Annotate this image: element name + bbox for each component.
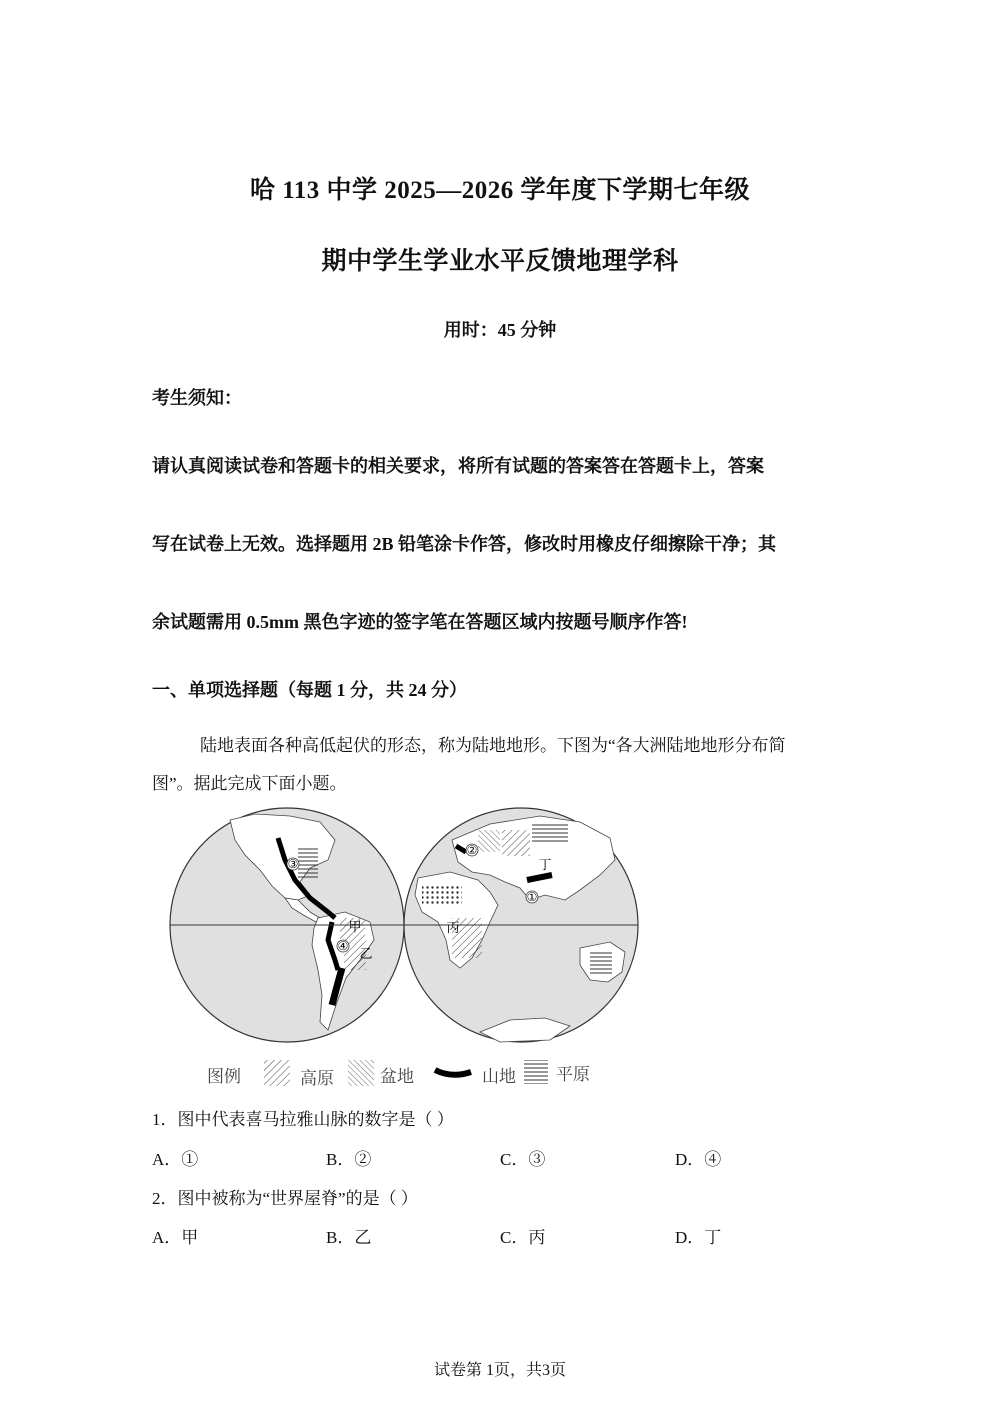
q1-option-a[interactable]: A．① <box>152 1150 199 1169</box>
q1-option-c[interactable]: C．③ <box>500 1150 546 1169</box>
central-siberia-plateau <box>502 830 530 856</box>
label-1: ① <box>526 890 538 904</box>
q1-option-b[interactable]: B．② <box>326 1150 372 1169</box>
siberia-plain <box>532 824 568 844</box>
label-jia: 甲 <box>348 919 362 934</box>
legend-basin-swatch <box>346 1058 376 1088</box>
europe-basin <box>478 830 500 852</box>
legend-title: 图例 <box>207 1067 241 1086</box>
question-2-stem: 2．图中被称为“世界屋脊”的是（ ） <box>152 1189 418 1208</box>
notice-line1: 请认真阅读试卷和答题卡的相关要求，将所有试题的答案答在答题卡上，答案 <box>152 456 764 476</box>
intro-line2: 图”。据此完成下面小题。 <box>152 774 347 793</box>
exam-time: 用时：45 分钟 <box>443 320 557 340</box>
legend-plateau-swatch <box>262 1058 292 1088</box>
sahara-basin <box>422 884 462 904</box>
legend-mountain-label: 山地 <box>482 1067 516 1086</box>
exam-title-line2: 期中学生学业水平反馈地理学科 <box>321 248 679 275</box>
page-footer: 试卷第 1页，共3页 <box>433 1362 566 1379</box>
label-ding: 丁 <box>538 857 552 872</box>
notice-heading: 考生须知： <box>152 388 242 408</box>
na-plain <box>298 848 318 878</box>
q2-option-b[interactable]: B．乙 <box>326 1228 372 1247</box>
q2-option-d[interactable]: D．丁 <box>675 1228 722 1247</box>
q1-option-d[interactable]: D．④ <box>675 1150 722 1169</box>
legend-basin-label: 盆地 <box>380 1067 414 1086</box>
section-heading: 一、单项选择题（每题 1 分，共 24 分） <box>152 680 467 700</box>
label-2: ② <box>466 843 478 857</box>
notice-line2: 写在试卷上无效。选择题用 2B 铅笔涂卡作答，修改时用橡皮仔细擦除干净；其 <box>152 534 777 554</box>
legend-plain-label: 平原 <box>556 1065 590 1084</box>
legend-mountain-swatch <box>433 1066 473 1080</box>
label-3: ③ <box>287 857 299 871</box>
australia-plain <box>590 952 612 974</box>
legend-plain-swatch <box>523 1059 549 1085</box>
landform-map <box>160 800 650 1095</box>
exam-title-line1: 哈 113 中学 2025—2026 学年度下学期七年级 <box>249 177 751 204</box>
question-1-stem: 1．图中代表喜马拉雅山脉的数字是（ ） <box>152 1110 454 1129</box>
intro-line1: 陆地表面各种高低起伏的形态，称为陆地地形。下图为“各大洲陆地地形分布简 <box>200 736 786 755</box>
label-bing: 丙 <box>446 920 460 935</box>
q2-option-c[interactable]: C．丙 <box>500 1228 546 1247</box>
label-4: ④ <box>337 939 349 953</box>
label-yi: 乙 <box>359 946 373 961</box>
notice-line3: 余试题需用 0.5mm 黑色字迹的签字笔在答题区域内按题号顺序作答! <box>152 612 688 632</box>
legend-plateau-label: 高原 <box>300 1069 334 1088</box>
q2-option-a[interactable]: A．甲 <box>152 1228 199 1247</box>
